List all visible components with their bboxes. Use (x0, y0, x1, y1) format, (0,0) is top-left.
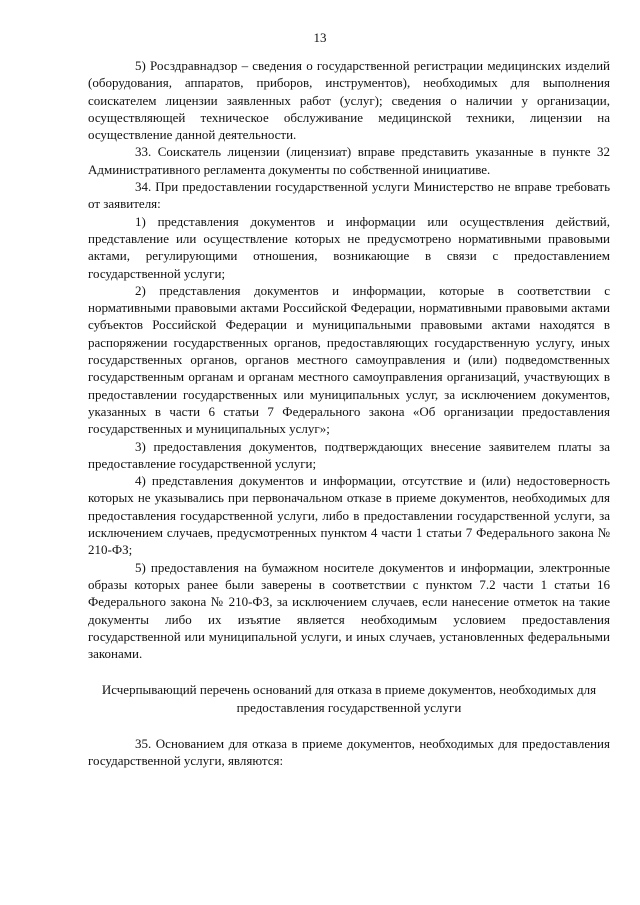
paragraph-34-item-3: 3) предоставления документов, подтверждающих внесение заявителем платы за предоставление государственной услуги; (88, 438, 610, 471)
paragraph-roszdravnadzor: 5) Росздравнадзор – сведения о государственной регистрации медицинских изделий (оборудования, аппаратов, приборов, инструментов), необходимых для выполнения соискателем лицензии заявленных работ (услуг); сведения о наличии у организации, осуществляющей техническое обслуживание медицинской техники, лицензии на осуществление данной деятельности. (88, 58, 610, 143)
section-heading: Исчерпывающий перечень оснований для отказа в приеме документов, необходимых для предоставления государственной услуги (101, 682, 597, 715)
paragraph-34-item-1: 1) представления документов и информации или осуществления действий, представление или осуществление которых не предусмотрено нормативными правовыми актами, регулирующими отношения, возникающие в связи с предоставлением государственной услуги; (88, 213, 610, 281)
page-number: 13 (313, 30, 327, 45)
paragraph-34-item-5: 5) предоставления на бумажном носителе документов и информации, электронные образы которых ранее были заверены в соответствии с пунктом 7.2 части 1 статьи 16 Федерального закона № 210-ФЗ, за исключением случаев, если нанесение отметок на такие документы либо их изъятие является необходимым условием предоставления государственной или муниципальной услуги, и иных случаев, установленных федеральными законами. (88, 559, 610, 662)
paragraph-33: 33. Соискатель лицензии (лицензиат) вправе представить указанные в пункте 32 Административного регламента документы по собственной инициативе. (88, 144, 610, 177)
paragraph-35: 35. Основанием для отказа в приеме документов, необходимых для предоставления государственной услуги, являются: (88, 735, 610, 769)
paragraph-34-item-4: 4) представления документов и информации, отсутствие и (или) недостоверность которых не указывались при первоначальном отказе в приеме документов, необходимых для предоставления государственной услуги, либо в предоставлении государственной услуги, за исключением случаев, предусмотренных пунктом 4 части 1 статьи 7 Федерального закона № 210-ФЗ; (88, 473, 610, 558)
paragraph-34: 34. При предоставлении государственной услуги Министерство не вправе требовать от заявителя: (88, 179, 610, 212)
paragraph-34-item-2: 2) представления документов и информации, которые в соответствии с нормативными правовыми актами Российской Федерации, нормативными правовыми актами субъектов Российской Федерации и муниципальными правовыми актами находятся в распоряжении государственных органов, предоставляющих государственную услугу, иных государственных органов, органов местного самоуправления и (или) подведомственных государственным органам и органам местного самоуправления организаций, участвующих в предоставлении государственных или муниципальных услуг, за исключением документов, указанных в части 6 статьи 7 Федерального закона «Об организации предоставления государственных и муниципальных услуг»; (88, 282, 610, 437)
document-body (88, 57, 610, 770)
